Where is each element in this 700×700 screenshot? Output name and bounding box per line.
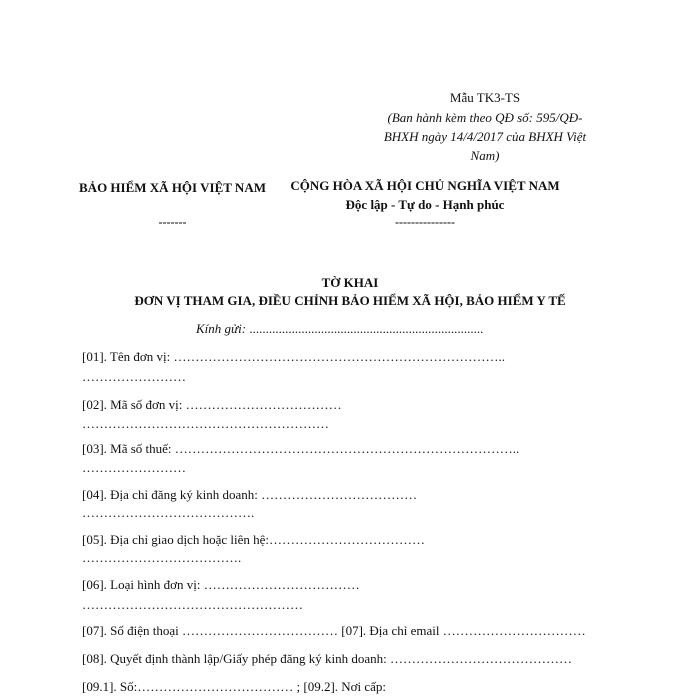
field-07-phone-email: [07]. Số điện thoại ……………………………… [07]. Địa chỉ email ……………………………: [82, 623, 586, 638]
national-motto: Độc lập - Tự do - Hạnh phúc: [345, 197, 505, 212]
form-number: Mẫu TK3-TS: [449, 90, 521, 105]
agency-underline: -------: [158, 215, 187, 229]
field-04-line-1: [04]. Địa chỉ đăng ký kinh doanh: ………………………………: [82, 487, 418, 502]
document-subtitle: ĐƠN VỊ THAM GIA, ĐIỀU CHỈNH BẢO HIỂM XÃ HỘI, BẢO HIỂM Y TẾ: [134, 293, 566, 308]
field-04-line-2: ………………………………….: [82, 505, 255, 520]
field-01-line-2: ……………………: [82, 369, 186, 384]
form-issuance-note: (Ban hành kèm theo QĐ số: 595/QĐ-BHXH ngày 14/4/2017 của BHXH Việt Nam): [383, 110, 587, 163]
document-title: TỜ KHAI: [321, 275, 379, 290]
field-03-line-2: ……………………: [82, 460, 186, 475]
recipient-line: [196, 321, 483, 337]
recipient-blank: ........................................................................: [249, 321, 484, 336]
country-name: CỘNG HÒA XÃ HỘI CHỦ NGHĨA VIỆT NAM: [290, 178, 560, 193]
field-05-line-2: ……………………………….: [82, 550, 242, 565]
field-09-number: [09.1]. Số:……………………………… ; [09.2]. Nơi cấp:: [82, 679, 387, 694]
field-06-line-2: ……………………………………………: [82, 597, 303, 612]
motto-underline: ---------------: [395, 215, 455, 229]
agency-name: BẢO HIỂM XÃ HỘI VIỆT NAM: [79, 180, 266, 195]
field-02-line-1: [02]. Mã số đơn vị: ………………………………: [82, 397, 342, 412]
field-03-line-1: [03]. Mã số thuế: ……………………………………………………………………..: [82, 441, 520, 456]
recipient-label: Kính gửi:: [196, 321, 250, 336]
field-02-line-2: …………………………………………………: [82, 416, 329, 431]
field-08-decision: [08]. Quyết định thành lập/Giấy phép đăng ký kinh doanh: ……………………………………: [82, 651, 572, 666]
field-05-line-1: [05]. Địa chỉ giao dịch hoặc liên hệ:………………………………: [82, 532, 425, 547]
field-06-line-1: [06]. Loại hình đơn vị: ………………………………: [82, 577, 360, 592]
field-01-line-1: [01]. Tên đơn vị: …………………………………………………………………..: [82, 349, 505, 364]
